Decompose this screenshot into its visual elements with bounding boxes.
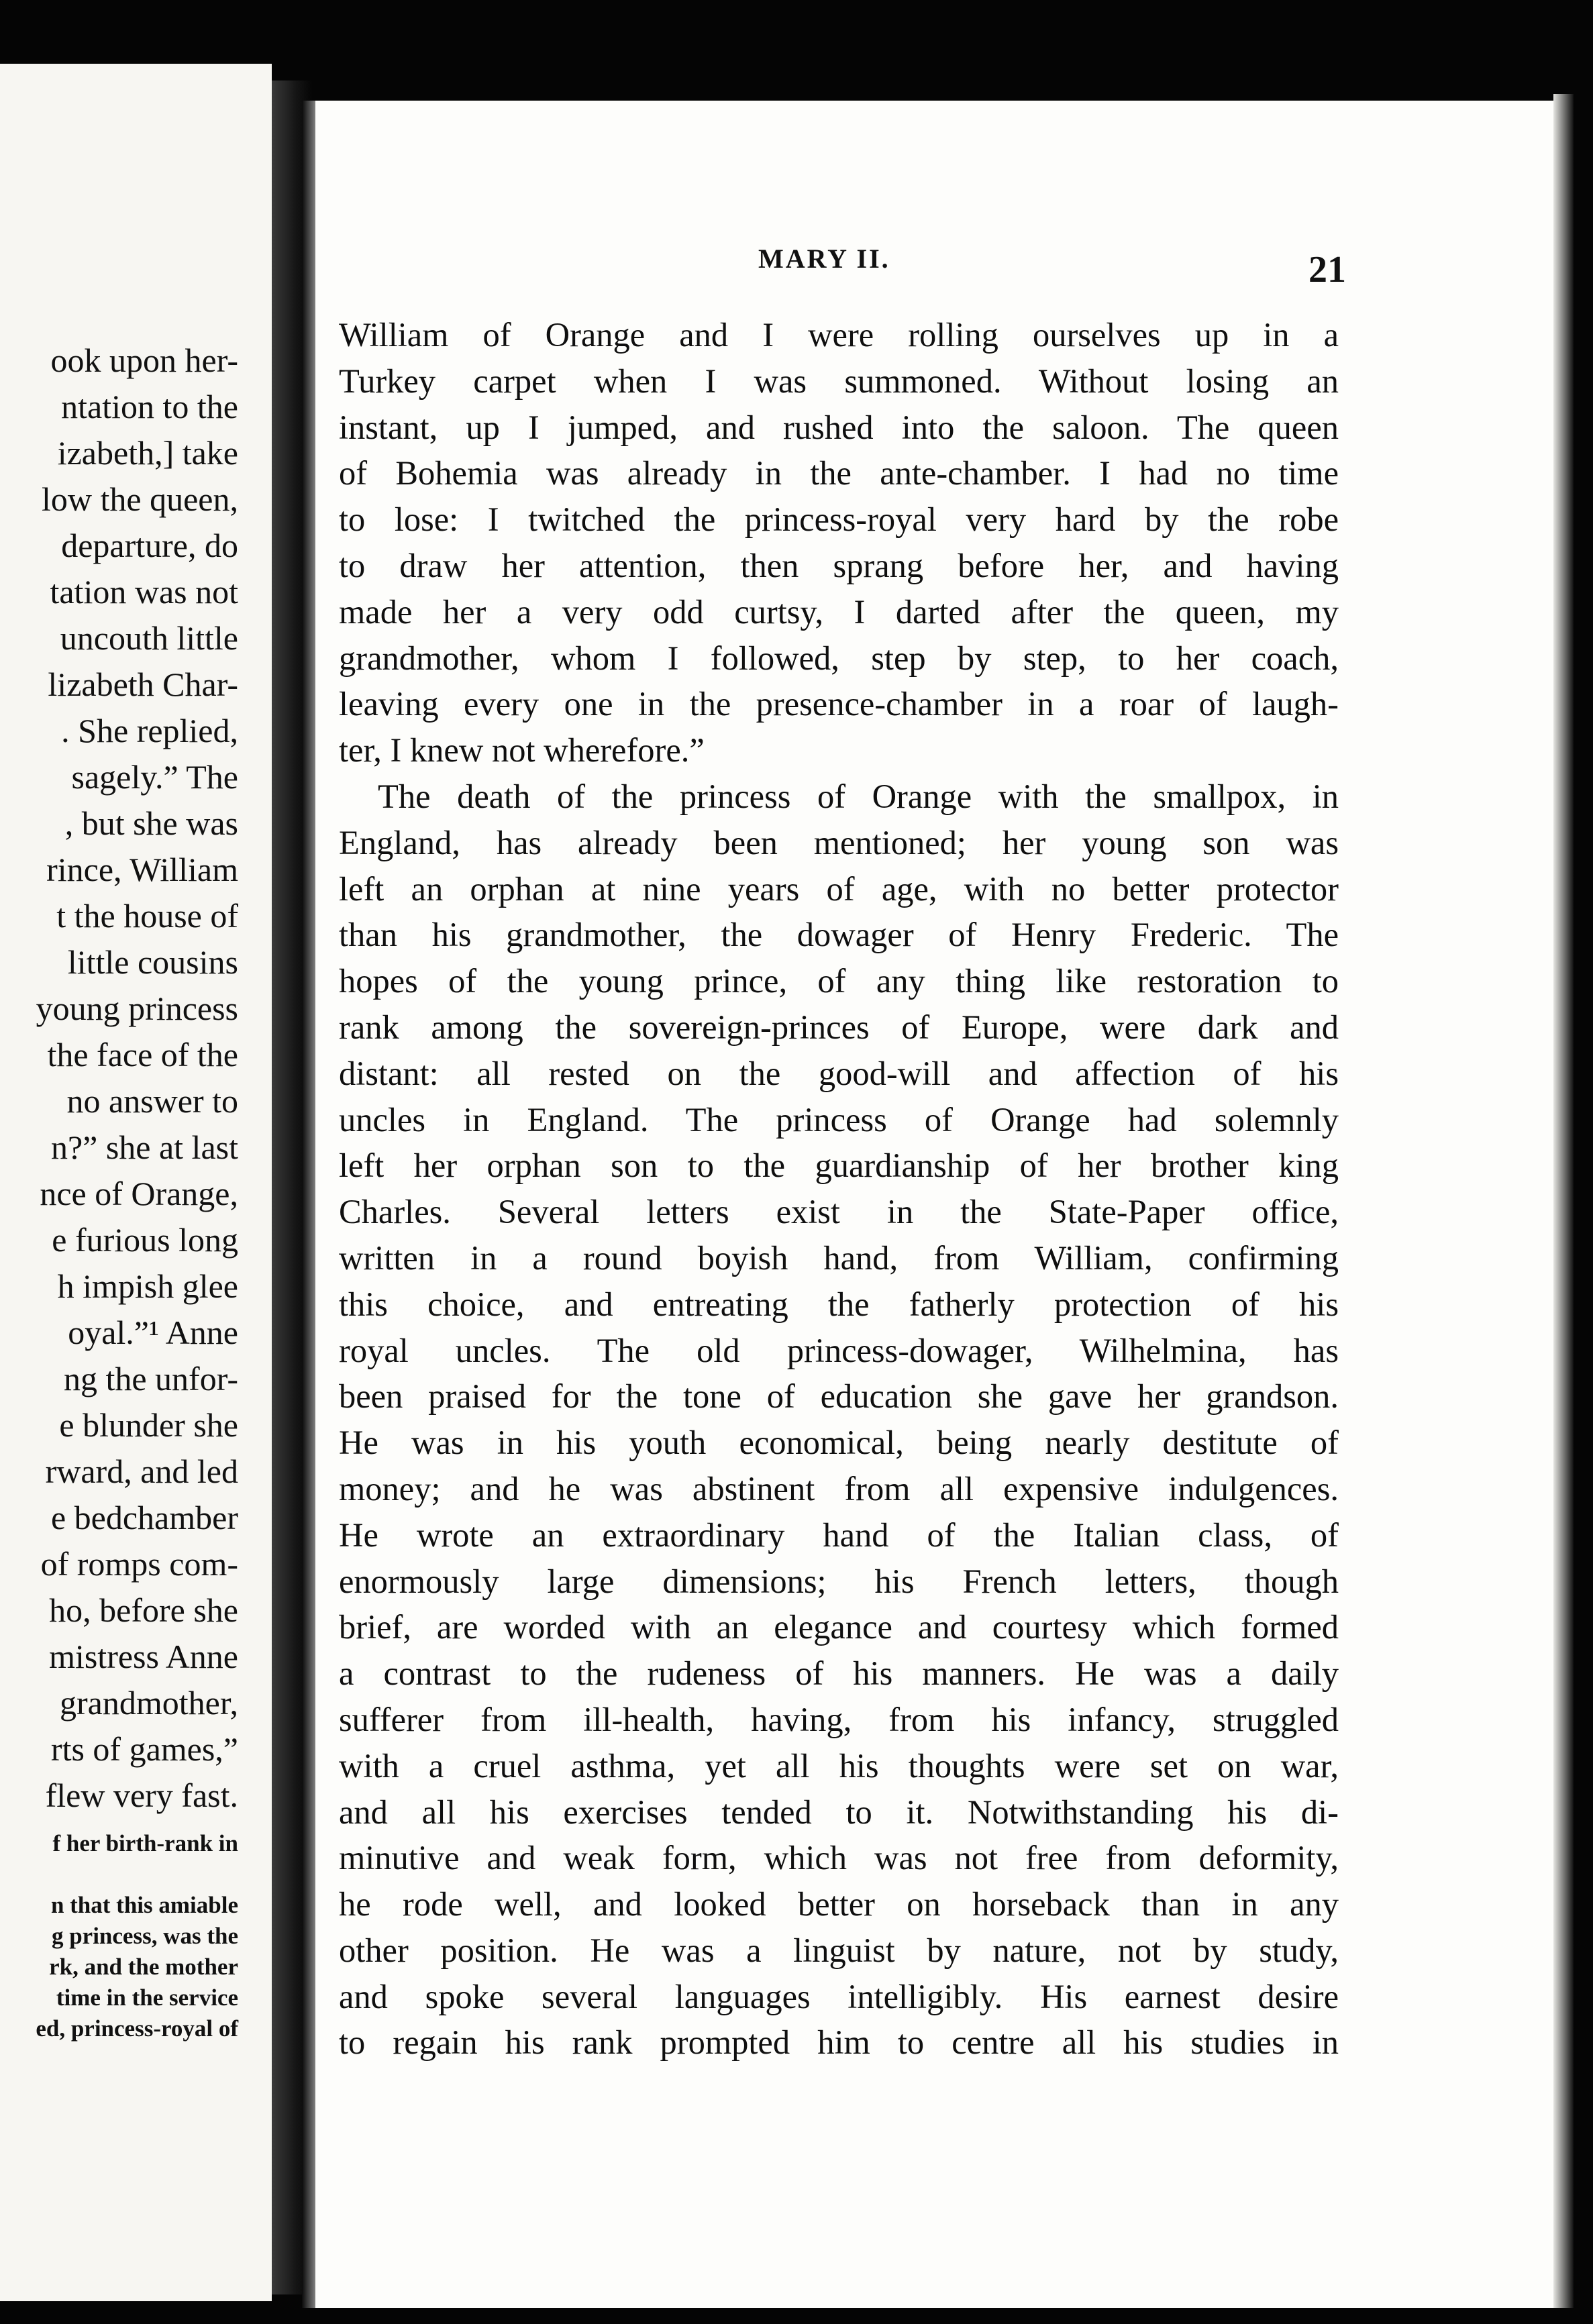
- previous-page-line: low the queen,: [42, 480, 238, 518]
- previous-page-line: tation was not: [50, 573, 238, 611]
- previous-page-line: rward, and led: [45, 1452, 238, 1490]
- running-head: MARY II.: [758, 244, 890, 274]
- text-line: uncles in England. The princess of Orange had solemnly: [339, 1100, 1339, 1139]
- previous-page-line: ho, before she: [49, 1591, 238, 1629]
- text-line: written in a round boyish hand, from William, confirming: [339, 1238, 1339, 1277]
- text-line: he rode well, and looked better on horseback than in any: [339, 1885, 1339, 1923]
- body-text: [339, 312, 1339, 2066]
- previous-page-line: uncouth little: [60, 619, 238, 657]
- footnote-line: g princess, was the: [51, 1923, 238, 1949]
- previous-page-line: young princess: [36, 990, 238, 1027]
- previous-page-line: n?” she at last: [50, 1128, 238, 1166]
- previous-page-line: little cousins: [67, 943, 238, 981]
- text-line: to draw her attention, then sprang before her, and having: [339, 546, 1339, 584]
- previous-page-line: mistress Anne: [49, 1638, 238, 1675]
- text-line: England, has already been mentioned; her young son was: [339, 823, 1339, 861]
- previous-page-line: sagely.” The: [71, 758, 238, 796]
- text-line: royal uncles. The old princess-dowager, Wilhelmina, has: [339, 1331, 1339, 1369]
- text-line: rank among the sovereign-princes of Europe, were dark and: [339, 1008, 1339, 1046]
- previous-page-line: , but she was: [64, 804, 238, 842]
- text-line: left her orphan son to the guardianship of her brother king: [339, 1147, 1339, 1185]
- page-number: 21: [1308, 249, 1346, 290]
- footnote-line: rk, and the mother: [49, 1954, 238, 1980]
- text-line: a contrast to the rudeness of his manners. He was a daily: [339, 1654, 1339, 1693]
- text-line: enormously large dimensions; his French letters, though: [339, 1562, 1339, 1600]
- footnote-line: n that this amiable: [50, 1892, 238, 1918]
- text-line: sufferer from ill-health, having, from his infancy, struggled: [339, 1700, 1339, 1738]
- previous-page-line: rince, William: [46, 851, 238, 888]
- previous-page-line: oyal.”¹ Anne: [68, 1314, 238, 1351]
- text-line: The death of the princess of Orange with the smallpox, in: [378, 777, 1339, 815]
- page-edge: [1553, 94, 1574, 2308]
- previous-page-line: e blunder she: [59, 1406, 238, 1444]
- text-line: other position. He was a linguist by nature, not by study,: [339, 1931, 1339, 1969]
- text-line: He was in his youth economical, being nearly destitute of: [339, 1424, 1339, 1462]
- previous-page-line: of romps com-: [40, 1545, 238, 1583]
- text-line: with a cruel asthma, yet all his thoughts were set on war,: [339, 1746, 1339, 1785]
- previous-page-line: e bedchamber: [50, 1499, 238, 1536]
- text-line: to regain his rank prompted him to centre all his studies in: [339, 2023, 1339, 2062]
- text-line: been praised for the tone of education she gave her grandson.: [339, 1377, 1339, 1416]
- previous-page-line: departure, do: [61, 527, 238, 564]
- text-line: money; and he was abstinent from all expensive indulgences.: [339, 1469, 1339, 1508]
- previous-page-line: nce of Orange,: [40, 1175, 238, 1212]
- previous-page-line: e furious long: [52, 1221, 238, 1259]
- previous-page-line: . She replied,: [61, 712, 238, 749]
- text-line: Charles. Several letters exist in the State-Paper office,: [339, 1193, 1339, 1231]
- previous-page-line: grandmother,: [60, 1684, 238, 1722]
- text-line: grandmother, whom I followed, step by step, to her coach,: [339, 639, 1339, 677]
- previous-page-line: flew very fast.: [45, 1777, 238, 1814]
- previous-page-line: izabeth,] take: [57, 434, 238, 472]
- previous-page-line: ntation to the: [61, 388, 238, 425]
- text-line: left an orphan at nine years of age, with no better protector: [339, 869, 1339, 908]
- previous-page: [0, 64, 272, 2301]
- text-line: and all his exercises tended to it. Notwithstanding his di-: [339, 1793, 1339, 1831]
- previous-page-line: the face of the: [47, 1036, 238, 1073]
- previous-page-text: [0, 337, 238, 1819]
- text-line: and spoke several languages intelligibly. His earnest desire: [339, 1977, 1339, 2015]
- footnote-line: time in the service: [56, 1985, 238, 2011]
- footnote-line: f her birth-rank in: [52, 1830, 238, 1856]
- footnote-line: ed, princess-royal of: [36, 2015, 238, 2042]
- text-line: made her a very odd curtsy, I darted after the queen, my: [339, 592, 1339, 631]
- text-line: distant: all rested on the good-will and affection of his: [339, 1054, 1339, 1092]
- previous-page-line: rts of games,”: [50, 1730, 238, 1768]
- text-line: minutive and weak form, which was not free from deformity,: [339, 1839, 1339, 1877]
- text-line: hopes of the young prince, of any thing like restoration to: [339, 962, 1339, 1000]
- text-line: ter, I knew not wherefore.”: [339, 731, 705, 770]
- text-line: He wrote an extraordinary hand of the Italian class, of: [339, 1516, 1339, 1554]
- previous-page-line: ng the unfor-: [63, 1360, 238, 1397]
- text-line: instant, up I jumped, and rushed into the saloon. The queen: [339, 408, 1339, 446]
- previous-page-line: ook upon her-: [50, 341, 238, 379]
- text-line: to lose: I twitched the princess-royal very hard by the robe: [339, 500, 1339, 539]
- text-line: leaving every one in the presence-chamber in a roar of laugh-: [339, 685, 1339, 723]
- text-line: brief, are worded with an elegance and courtesy which formed: [339, 1608, 1339, 1646]
- previous-page-line: no answer to: [66, 1082, 238, 1120]
- previous-page-footnotes: [36, 1828, 238, 2044]
- previous-page-line: lizabeth Char-: [48, 666, 238, 703]
- text-line: this choice, and entreating the fatherly protection of his: [339, 1285, 1339, 1323]
- text-line: of Bohemia was already in the ante-chamber. I had no time: [339, 454, 1339, 492]
- text-line: than his grandmother, the dowager of Henry Frederic. The: [339, 916, 1339, 954]
- text-line: William of Orange and I were rolling ourselves up in a: [339, 316, 1339, 354]
- text-line: Turkey carpet when I was summoned. Without losing an: [339, 362, 1339, 400]
- previous-page-line: h impish glee: [57, 1267, 238, 1305]
- previous-page-line: t the house of: [56, 897, 238, 935]
